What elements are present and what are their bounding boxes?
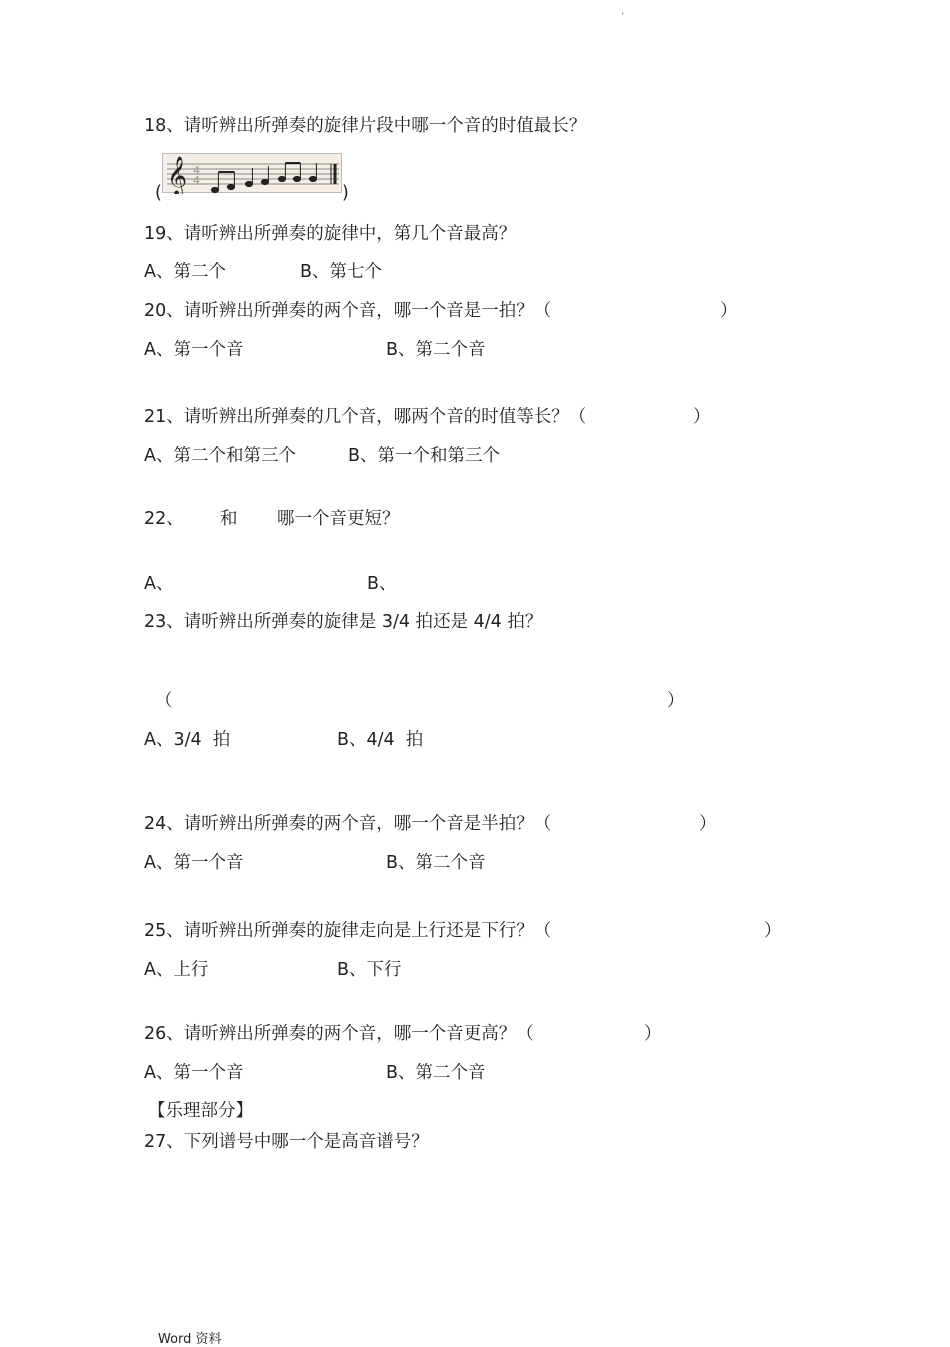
question-18: 18、请听辨出所弹奏的旋律片段中哪一个音的时值最长？ — [144, 116, 587, 136]
q22-option-a: A、 — [144, 574, 174, 594]
q24-close-paren: ） — [699, 814, 717, 834]
q19-option-b: B、第七个 — [300, 262, 383, 282]
q21-close-paren: ） — [693, 407, 711, 427]
staff-notation-icon — [163, 154, 343, 194]
q23-close-paren: ） — [667, 691, 685, 711]
question-22-and: 和 — [220, 509, 238, 529]
question-27: 27、下列谱号中哪一个是高音谱号？ — [144, 1132, 429, 1152]
q18-close-paren: ) — [342, 183, 349, 203]
q22-option-b: B、 — [367, 574, 397, 594]
question-22-number: 22、 — [144, 509, 184, 529]
q26-close-paren: ） — [644, 1024, 662, 1044]
q26-option-a: A、第一个音 — [144, 1063, 244, 1083]
question-21: 21、请听辨出所弹奏的几个音，哪两个音的时值等长？（ — [144, 407, 587, 427]
q21-option-b: B、第一个和第三个 — [348, 446, 501, 466]
q25-option-a: A、上行 — [144, 960, 209, 980]
q26-option-b: B、第二个音 — [386, 1063, 486, 1083]
svg-text:4: 4 — [193, 164, 200, 177]
q20-option-b: B、第二个音 — [386, 340, 486, 360]
q23-open-paren: （ — [155, 691, 173, 711]
q25-option-b: B、下行 — [337, 960, 402, 980]
q25-close-paren: ） — [764, 921, 782, 941]
q24-option-b: B、第二个音 — [386, 853, 486, 873]
question-23: 23、请听辨出所弹奏的旋律是 3/4 拍还是 4/4 拍？ — [144, 612, 543, 632]
q21-option-a: A、第二个和第三个 — [144, 446, 296, 466]
q23-option-b: B、4/4 拍 — [337, 730, 424, 750]
q23-option-a: A、3/4 拍 — [144, 730, 231, 750]
music-staff-image — [162, 153, 342, 193]
q24-option-a: A、第一个音 — [144, 853, 244, 873]
svg-text:4: 4 — [193, 174, 200, 187]
q19-option-a: A、第二个 — [144, 262, 226, 282]
section-heading: 【乐理部分】 — [148, 1101, 253, 1121]
question-22-tail: 哪一个音更短？ — [277, 509, 400, 529]
question-25: 25、请听辨出所弹奏的旋律走向是上行还是下行？（ — [144, 921, 552, 941]
page-footer: Word 资料 — [158, 1332, 222, 1347]
question-24: 24、请听辨出所弹奏的两个音，哪一个音是半拍？（ — [144, 814, 552, 834]
q18-open-paren: ( — [155, 183, 162, 203]
question-19: 19、请听辨出所弹奏的旋律中，第几个音最高？ — [144, 224, 517, 244]
question-20: 20、请听辨出所弹奏的两个音，哪一个音是一拍？（ — [144, 301, 552, 321]
question-26: 26、请听辨出所弹奏的两个音，哪一个音更高？（ — [144, 1024, 534, 1044]
svg-text:𝄞: 𝄞 — [167, 156, 188, 194]
page-marker: . — [621, 6, 625, 17]
q20-option-a: A、第一个音 — [144, 340, 244, 360]
q20-close-paren: ） — [720, 301, 738, 321]
